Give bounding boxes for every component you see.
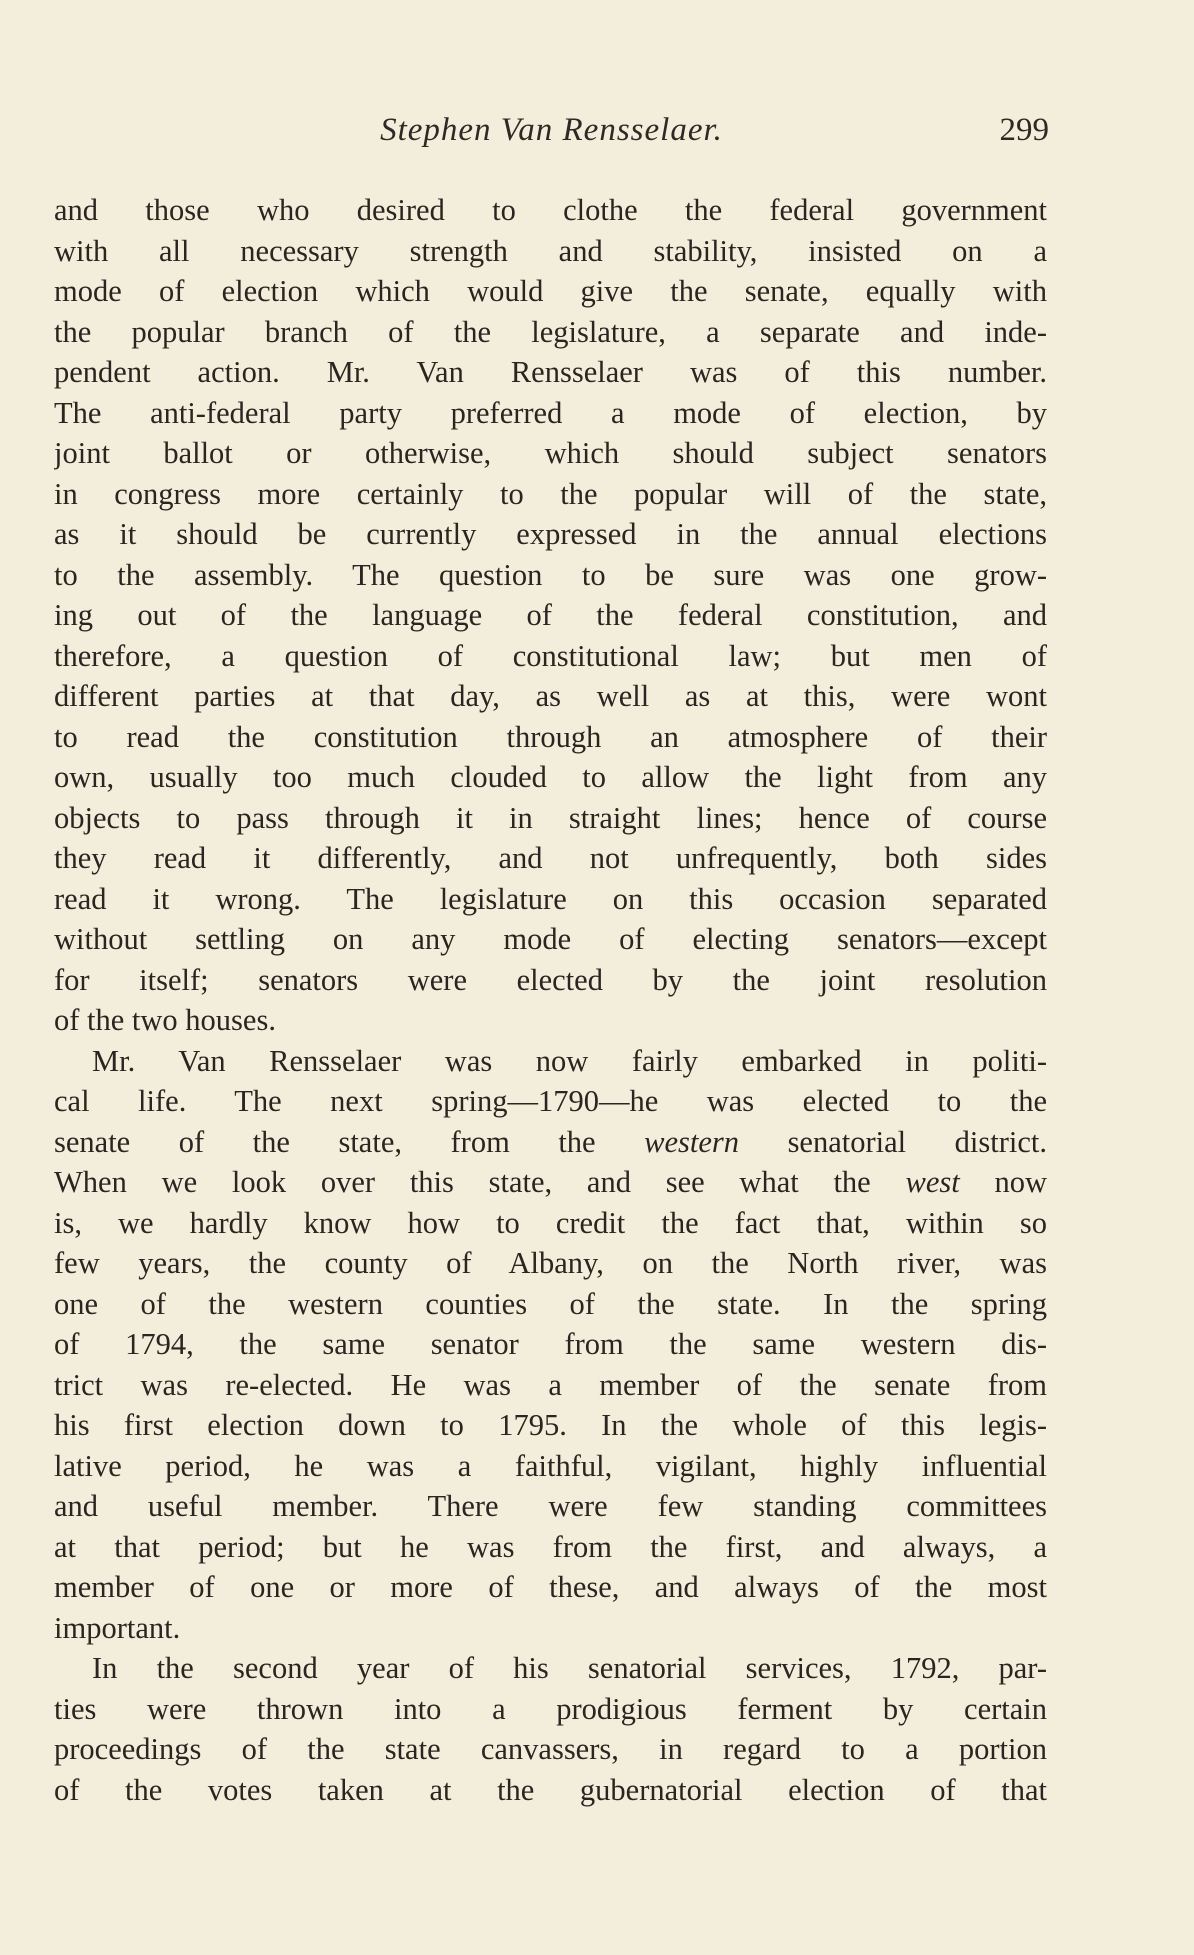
text-segment: one of the western counties of the state. In the spring xyxy=(54,1286,1047,1321)
text-segment: In the second year of his senatorial services, 1792, par- xyxy=(92,1651,1047,1685)
text-line xyxy=(54,1122,1047,1163)
text-line xyxy=(54,636,1047,677)
text-line xyxy=(54,231,1047,272)
text-line xyxy=(54,595,1047,636)
text-segment: cal life. The next spring—1790—he was elected to the xyxy=(54,1084,1047,1118)
text-segment: to read the constitution through an atmosphere of their xyxy=(54,719,1047,754)
text-segment: of 1794, the same senator from the same western dis- xyxy=(54,1327,1047,1361)
text-line xyxy=(54,1689,1047,1730)
text-line xyxy=(54,1324,1047,1365)
text-line xyxy=(54,1162,1047,1203)
text-line xyxy=(54,312,1047,353)
text-segment: objects to pass through it in straight lines; hence of course xyxy=(54,800,1047,835)
text-segment: own, usually too much clouded to allow the light from any xyxy=(54,760,1047,794)
text-line xyxy=(54,1608,1047,1649)
text-line xyxy=(54,676,1047,717)
text-line xyxy=(54,757,1047,798)
text-segment: and useful member. There were few standing committees xyxy=(54,1489,1047,1523)
text-segment: senatorial district. xyxy=(739,1124,1047,1159)
text-segment: therefore, a question of constitutional law; but men of xyxy=(54,638,1047,673)
text-line xyxy=(54,474,1047,515)
text-segment: joint ballot or otherwise, which should subject senators xyxy=(54,436,1047,470)
text-line xyxy=(54,1446,1047,1487)
text-line xyxy=(54,1648,1047,1689)
text-segment: trict was re-elected. He was a member of the senate from xyxy=(54,1367,1047,1402)
text-line xyxy=(54,1729,1047,1770)
text-line xyxy=(54,514,1047,555)
text-segment: at that period; but he was from the first, and always, a xyxy=(54,1529,1047,1564)
text-segment: lative period, he was a faithful, vigilant, highly influential xyxy=(54,1448,1047,1483)
text-line xyxy=(54,1405,1047,1446)
text-line xyxy=(54,190,1047,231)
text-segment: different parties at that day, as well as at this, were wont xyxy=(54,679,1047,713)
text-line xyxy=(54,1000,1047,1041)
text-line xyxy=(54,879,1047,920)
text-line xyxy=(54,717,1047,758)
text-segment: mode of election which would give the senate, equally with xyxy=(54,274,1047,308)
text-line xyxy=(54,1567,1047,1608)
text-line xyxy=(54,1527,1047,1568)
text-line xyxy=(54,960,1047,1001)
italic-text-segment: west xyxy=(905,1165,960,1199)
text-segment: with all necessary strength and stability, insisted on a xyxy=(54,233,1047,268)
text-line xyxy=(54,1486,1047,1527)
body-text xyxy=(54,190,1047,1810)
text-segment: as it should be currently expressed in the annual elections xyxy=(54,517,1047,551)
text-segment: of the two houses. xyxy=(54,1003,276,1037)
text-segment: and those who desired to clothe the federal government xyxy=(54,193,1047,227)
text-segment: Mr. Van Rensselaer was now fairly embarked in politi- xyxy=(92,1043,1047,1078)
text-line xyxy=(54,1365,1047,1406)
text-line xyxy=(54,271,1047,312)
running-title: Stephen Van Rensselaer. xyxy=(380,112,723,148)
running-head xyxy=(54,112,1049,162)
text-segment: read it wrong. The legislature on this occasion separated xyxy=(54,881,1047,916)
text-segment: ties were thrown into a prodigious ferment by certain xyxy=(54,1691,1047,1726)
text-line xyxy=(54,1770,1047,1811)
text-segment: to the assembly. The question to be sure was one grow- xyxy=(54,557,1047,592)
text-segment: is, we hardly know how to credit the fact that, within so xyxy=(54,1205,1047,1240)
text-line xyxy=(54,393,1047,434)
text-segment: his first election down to 1795. In the whole of this legis- xyxy=(54,1408,1047,1442)
text-segment: important. xyxy=(54,1610,181,1645)
text-segment: proceedings of the state canvassers, in regard to a portion xyxy=(54,1732,1047,1766)
italic-text-segment: western xyxy=(644,1124,740,1159)
text-line xyxy=(54,1243,1047,1284)
text-segment: When we look over this state, and see what the xyxy=(54,1165,906,1199)
text-line xyxy=(54,555,1047,596)
text-segment: few years, the county of Albany, on the North river, was xyxy=(54,1246,1047,1280)
text-segment: member of one or more of these, and always of the most xyxy=(54,1570,1047,1604)
text-line xyxy=(54,838,1047,879)
text-line xyxy=(54,433,1047,474)
text-line xyxy=(54,798,1047,839)
text-line xyxy=(54,1041,1047,1082)
page-number: 299 xyxy=(999,112,1049,148)
text-segment: of the votes taken at the gubernatorial election of that xyxy=(54,1772,1047,1807)
text-segment: pendent action. Mr. Van Rensselaer was of this number. xyxy=(54,355,1047,389)
text-line xyxy=(54,352,1047,393)
text-segment: ing out of the language of the federal constitution, and xyxy=(54,598,1047,632)
text-segment: the popular branch of the legislature, a separate and inde- xyxy=(54,314,1047,349)
text-line xyxy=(54,1081,1047,1122)
text-segment: in congress more certainly to the popular will of the state, xyxy=(54,476,1047,511)
text-segment: The anti-federal party preferred a mode of election, by xyxy=(54,395,1047,430)
text-segment: for itself; senators were elected by the joint resolution xyxy=(54,962,1047,997)
text-segment: now xyxy=(959,1165,1047,1199)
text-segment: they read it differently, and not unfrequently, both sides xyxy=(54,841,1047,875)
text-segment: senate of the state, from the xyxy=(54,1124,645,1159)
text-segment: without settling on any mode of electing senators—except xyxy=(54,922,1047,956)
text-line xyxy=(54,919,1047,960)
text-line xyxy=(54,1203,1047,1244)
text-line xyxy=(54,1284,1047,1325)
